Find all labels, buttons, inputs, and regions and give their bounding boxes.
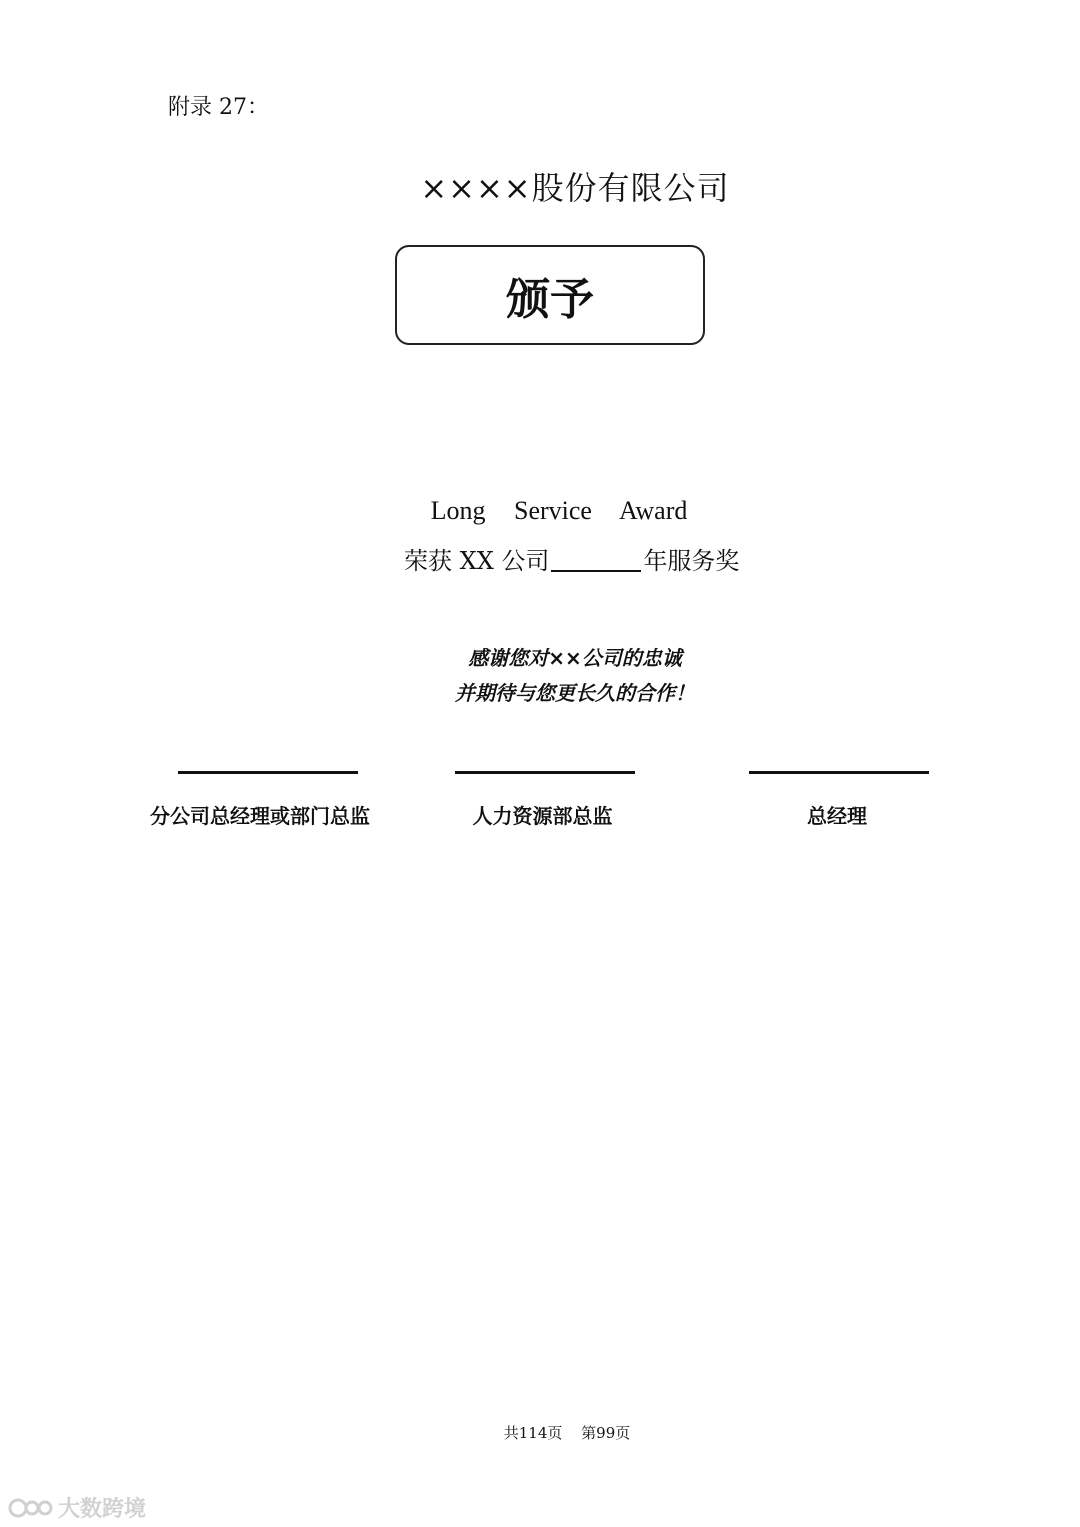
signature-line-hr-director <box>455 771 635 774</box>
signature-label-branch-manager: 分公司总经理或部门总监 <box>150 804 370 828</box>
honor-prefix: 荣获 XX 公司 <box>404 547 550 575</box>
award-english-title: Long Service Award <box>430 496 688 525</box>
appendix-label: 附录 27： <box>168 95 269 120</box>
company-name: ××××股份有限公司 <box>420 169 730 207</box>
honor-line <box>404 541 739 576</box>
watermark-text: 大数跨境 <box>58 1497 147 1522</box>
signature-label-hr-director: 人力资源部总监 <box>472 804 613 828</box>
signature-label-general-manager: 总经理 <box>807 804 867 828</box>
award-box-text: 颁予 <box>506 274 594 325</box>
signature-line-branch-manager <box>178 771 358 774</box>
signature-line-general-manager <box>749 771 929 774</box>
watermark-logo-icon <box>8 1496 54 1520</box>
watermark <box>8 1492 146 1523</box>
page-footer: 共114页 第99页 <box>503 1424 631 1442</box>
thanks-line-2: 并期待与您更长久的合作！ <box>455 681 695 705</box>
years-blank <box>551 550 641 572</box>
thanks-line-1: 感谢您对××公司的忠诚 <box>468 646 682 670</box>
honor-suffix: 年服务奖 <box>643 547 740 575</box>
award-box <box>395 245 705 345</box>
